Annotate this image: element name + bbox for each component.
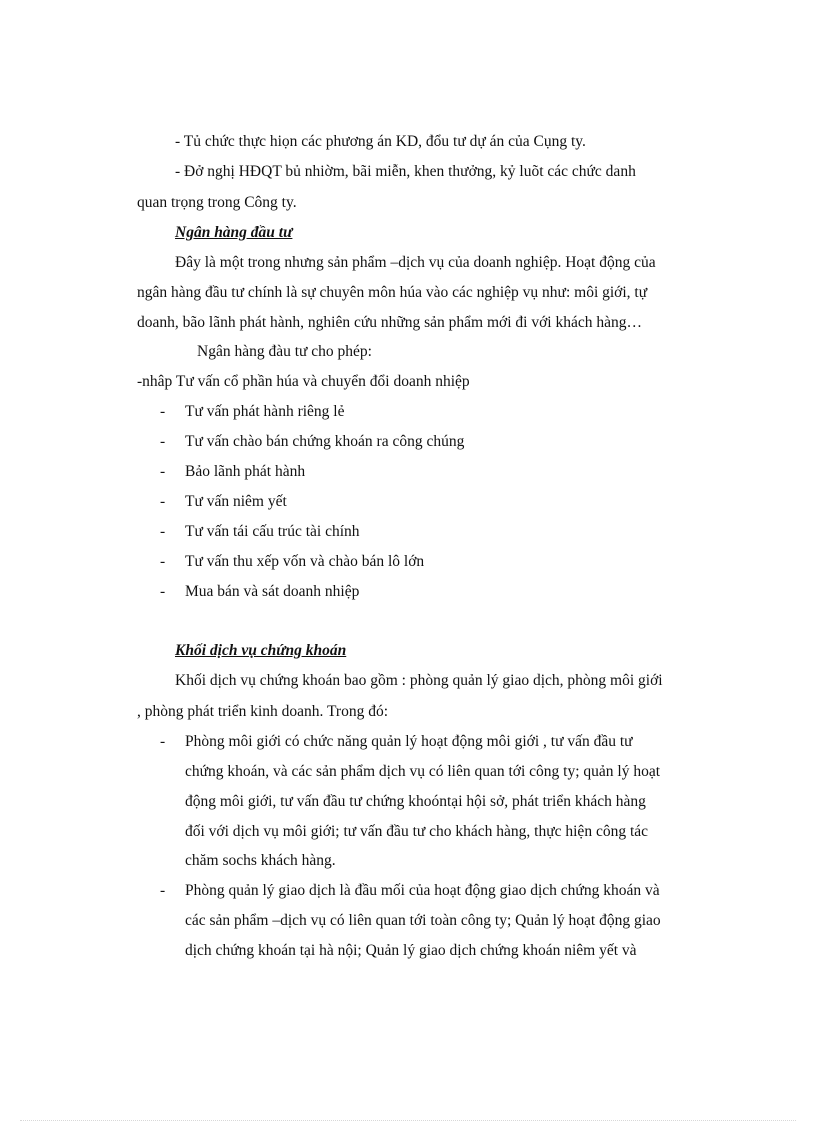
text-line: Khối dịch vụ chứng khoán bao gồm : phòng quản lý giao dịch, phòng môi giới bbox=[175, 672, 663, 689]
list-item: Tư vấn thu xếp vốn và chào bán lô lớn bbox=[185, 553, 425, 570]
list-item: Tư vấn phát hành riêng lẻ bbox=[185, 403, 345, 420]
text-line: Ngân hàng đàu tư cho phép: bbox=[197, 343, 372, 360]
bullet-line: Phòng môi giới có chức năng quản lý hoạt động môi giới , tư vấn đầu tư bbox=[185, 733, 633, 750]
text-line: ngân hàng đầu tư chính là sự chuyên môn húa vào các nghiệp vụ như: môi giới, tự bbox=[137, 284, 648, 301]
text-line: Đây là một trong nhưng sản phẩm –dịch vụ của doanh nghiệp. Hoạt động của bbox=[175, 254, 656, 271]
bullet-line: chăm sochs khách hàng. bbox=[185, 852, 336, 869]
bullet-line: động môi giới, tư vấn đầu tư chứng khoóntại hội sở, phát triển khách hàng bbox=[185, 793, 646, 810]
page-bottom-rule bbox=[20, 1120, 796, 1121]
list-item: Mua bán và sát doanh nhiệp bbox=[185, 583, 360, 600]
text-line: doanh, bão lãnh phát hành, nghiên cứu những sản phẩm mới đi với khách hàng… bbox=[137, 314, 642, 331]
list-item: Bảo lãnh phát hành bbox=[185, 463, 306, 480]
bullet-line: các sản phẩm –dịch vụ có liên quan tới toàn công ty; Quản lý hoạt động giao bbox=[185, 912, 661, 929]
list-dash: - bbox=[160, 733, 166, 750]
list-item: Tư vấn tái cấu trúc tài chính bbox=[185, 523, 360, 540]
list-item: Tư vấn niêm yết bbox=[185, 493, 287, 510]
section-heading-securities-services: Khối dịch vụ chứng khoán bbox=[175, 642, 347, 659]
list-dash: - bbox=[160, 403, 166, 420]
section-heading-investment-banking: Ngân hàng đầu tư bbox=[175, 224, 293, 241]
list-dash: - bbox=[160, 463, 166, 480]
list-dash: - bbox=[160, 553, 166, 570]
bullet-line: đối với dịch vụ môi giới; tư vấn đầu tư cho khách hàng, thực hiện công tác bbox=[185, 823, 649, 840]
bullet-line: dịch chứng khoán tại hà nội; Quản lý giao dịch chứng khoán niêm yết và bbox=[185, 942, 637, 959]
text-line: - Đở nghị HĐQT bủ nhiờm, bãi miễn, khen thưởng, kỷ luõt các chức danh bbox=[175, 163, 636, 180]
list-dash: - bbox=[160, 493, 166, 510]
list-dash: - bbox=[160, 433, 166, 450]
list-item: -nhâp Tư vấn cổ phần húa và chuyển đổi doanh nhiệp bbox=[137, 373, 470, 390]
list-dash: - bbox=[160, 583, 166, 600]
text-line: , phòng phát triển kinh doanh. Trong đó: bbox=[137, 703, 389, 720]
list-dash: - bbox=[160, 523, 166, 540]
text-line: quan trọng trong Công ty. bbox=[137, 194, 297, 211]
bullet-line: chứng khoán, và các sản phẩm dịch vụ có liên quan tới công ty; quản lý hoạt bbox=[185, 763, 661, 780]
list-item: Tư vấn chào bán chứng khoán ra công chúng bbox=[185, 433, 465, 450]
bullet-line: Phòng quản lý giao dịch là đầu mối của hoạt động giao dịch chứng khoán và bbox=[185, 882, 660, 899]
text-line: - Tủ chức thực hiọn các phương án KD, đổu tư dự án của Cụng ty. bbox=[175, 133, 586, 150]
list-dash: - bbox=[160, 882, 166, 899]
